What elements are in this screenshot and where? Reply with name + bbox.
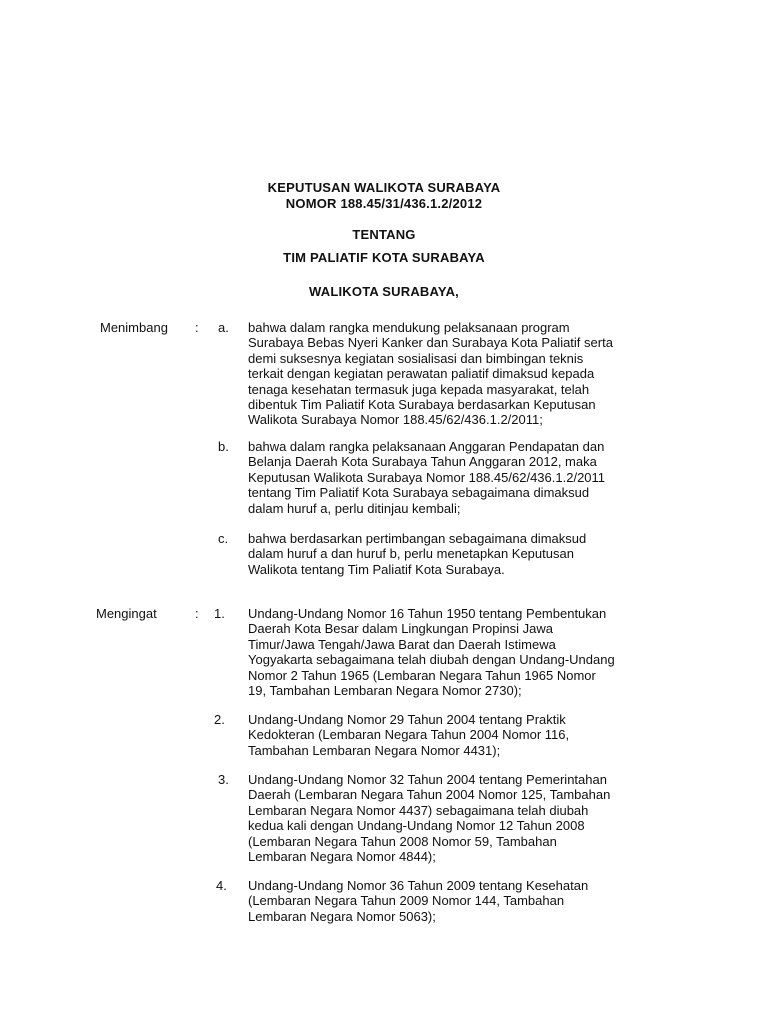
text-line: dalam huruf a, perlu ditinjau kembali; [248, 500, 461, 516]
text-line: Walikota Surabaya Nomor 188.45/62/436.1.2/2011; [248, 412, 543, 428]
text-line: bahwa dalam rangka pelaksanaan Anggaran Pendapatan dan [248, 439, 605, 454]
text-line: Timur/Jawa Tengah/Jawa Barat dan Daerah Istimewa [248, 636, 556, 652]
text-line: Undang-Undang Nomor 36 Tahun 2009 tentang Kesehatan [248, 878, 589, 893]
text-line: Lembaran Negara Nomor 5063); [248, 908, 436, 924]
text-line: Tambahan Lembaran Negara Nomor 4431); [248, 742, 501, 758]
menimbang-mark-c: c. [218, 531, 229, 546]
text-line: tentang Tim Paliatif Kota Surabaya sebagaimana dimaksud [248, 485, 590, 501]
text-line: 19, Tambahan Lembaran Negara Nomor 2730); [248, 682, 522, 698]
text-line: Surabaya Bebas Nyeri Kanker dan Surabaya Kota Paliatif serta [248, 335, 613, 351]
decree-title: KEPUTUSAN WALIKOTA SURABAYA [267, 180, 501, 195]
menimbang-label: Menimbang [100, 320, 168, 335]
text-line: (Lembaran Negara Tahun 2008 Nomor 59, Tambahan [248, 833, 557, 849]
mengingat-colon: : [195, 606, 199, 621]
text-line: bahwa berdasarkan pertimbangan sebagaimana dimaksud [248, 531, 587, 546]
decree-about: TENTANG [352, 227, 416, 242]
text-line: Undang-Undang Nomor 16 Tahun 1950 tentang Pembentukan [248, 606, 607, 621]
text-line: Undang-Undang Nomor 32 Tahun 2004 tentang Pemerintahan [248, 772, 607, 787]
mengingat-mark-2: 2. [214, 712, 225, 727]
text-line: Walikota tentang Tim Paliatif Kota Surabaya. [248, 561, 505, 577]
text-line: Daerah (Lembaran Negara Tahun 2004 Nomor 125, Tambahan [248, 787, 611, 803]
text-line: Lembaran Negara Nomor 4437) sebagaimana telah diubah [248, 802, 589, 818]
menimbang-item-c [248, 531, 684, 577]
menimbang-colon: : [195, 320, 199, 335]
mengingat-item-3 [248, 772, 684, 864]
text-line: Nomor 2 Tahun 1965 (Lembaran Negara Tahun 1965 Nomor [248, 667, 596, 683]
menimbang-item-a [248, 320, 684, 428]
text-line: tenaga kesehatan termasuk juga kepada masyarakat, telah [248, 381, 590, 397]
text-line: Daerah Kota Besar dalam Lingkungan Propinsi Jawa [248, 621, 553, 637]
text-line: bahwa dalam rangka mendukung pelaksanaan program [248, 320, 570, 335]
text-line: dibentuk Tim Paliatif Kota Surabaya berdasarkan Keputusan [248, 396, 596, 412]
mengingat-item-4 [248, 878, 684, 924]
mengingat-label: Mengingat [96, 606, 157, 621]
text-line: Yogyakarta sebagaimana telah diubah dengan Undang-Undang [248, 652, 615, 668]
mengingat-item-1 [248, 606, 684, 698]
menimbang-item-b [248, 439, 684, 516]
text-line: (Lembaran Negara Tahun 2009 Nomor 144, Tambahan [248, 893, 565, 909]
text-line: Lembaran Negara Nomor 4844); [248, 848, 436, 864]
decree-number: NOMOR 188.45/31/436.1.2/2012 [285, 196, 483, 211]
mengingat-mark-1: 1. [214, 606, 225, 621]
menimbang-mark-b: b. [218, 439, 229, 454]
text-line: kedua kali dengan Undang-Undang Nomor 12 Tahun 2008 [248, 818, 585, 834]
menimbang-mark-a: a. [218, 320, 229, 335]
text-line: terkait dengan kegiatan perawatan paliatif dimaksud kepada [248, 366, 595, 382]
text-line: Undang-Undang Nomor 29 Tahun 2004 tentang Praktik [248, 712, 566, 727]
text-line: Belanja Daerah Kota Surabaya Tahun Anggaran 2012, maka [248, 454, 597, 470]
text-line: dalam huruf a dan huruf b, perlu menetapkan Keputusan [248, 546, 574, 562]
decree-subject: TIM PALIATIF KOTA SURABAYA [283, 250, 485, 265]
mengingat-mark-3: 3. [218, 772, 229, 787]
mengingat-mark-4: 4. [216, 878, 227, 893]
text-line: Keputusan Walikota Surabaya Nomor 188.45/62/436.1.2/2011 [248, 469, 606, 485]
text-line: demi suksesnya kegiatan sosialisasi dan bimbingan teknis [248, 350, 584, 366]
decree-authority: WALIKOTA SURABAYA, [309, 284, 459, 299]
text-line: Kedokteran (Lembaran Negara Tahun 2004 Nomor 116, [248, 727, 570, 743]
mengingat-item-2 [248, 712, 684, 758]
